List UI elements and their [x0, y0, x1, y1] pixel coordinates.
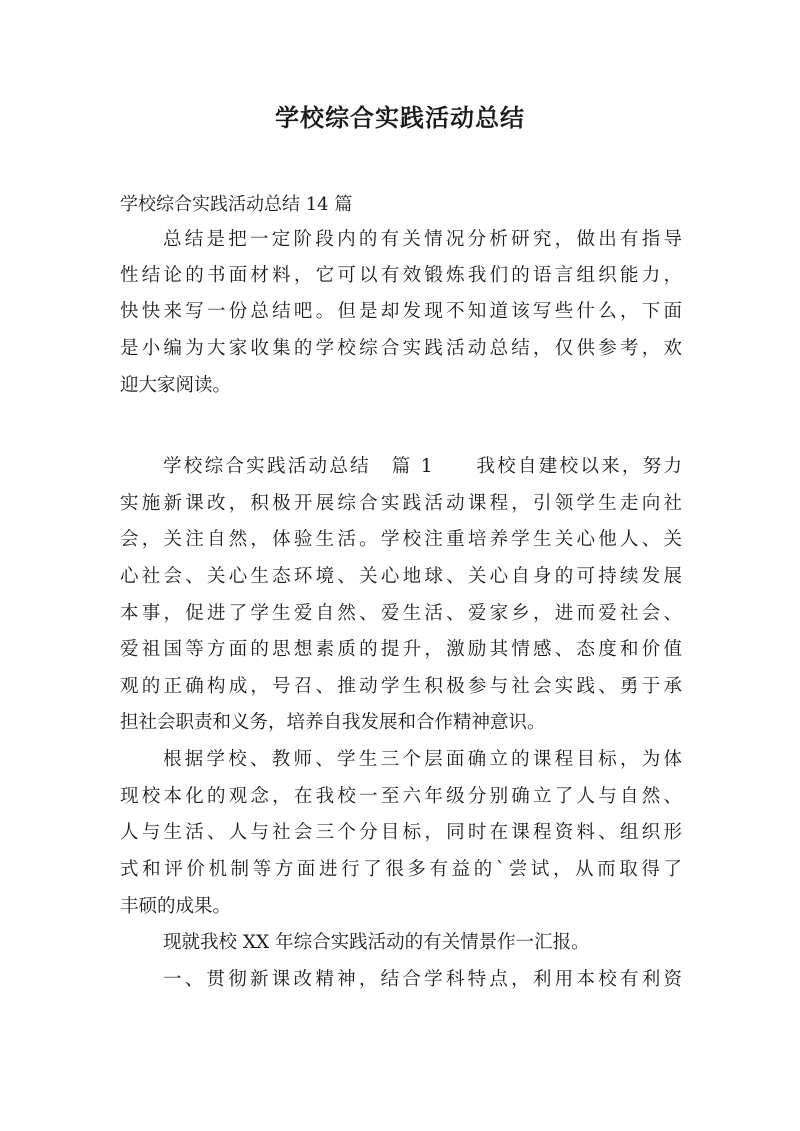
intro-line-4: 是小编为大家收集的学校综合实践活动总结，仅供参考，欢: [120, 338, 682, 359]
section1-para2-line-1: 根据学校、教师、学生三个层面确立的课程目标，为体: [163, 749, 682, 770]
section1-para1-line-8: 担社会职责和义务，培养自我发展和合作精神意识。: [120, 712, 546, 733]
section1-para1-line-2: 实施新课改，积极开展综合实践活动课程，引领学生走向社: [120, 493, 682, 514]
section1-para2-line-4: 式和评价机制等方面进行了很多有益的`尝试，从而取得了: [120, 859, 682, 880]
document-subtitle: 学校综合实践活动总结 14 篇: [120, 194, 353, 215]
section1-para1-line-3: 会，关注自然，体验生活。学校注重培养学生关心他人、关: [120, 529, 682, 550]
section1-para2-line-2: 现校本化的观念，在我校一至六年级分别确立了人与自然、: [120, 786, 682, 807]
section1-para1-line-5: 本事，促进了学生爱自然、爱生活、爱家乡，进而爱社会、: [120, 603, 682, 624]
section1-para1-line-1: 学校综合实践活动总结 篇 1 我校自建校以来，努力: [163, 456, 682, 477]
section1-para3-line-1: 现就我校 XX 年综合实践活动的有关情景作一汇报。: [163, 932, 590, 953]
section1-para2-line-5: 丰硕的成果。: [120, 896, 232, 917]
section1-para4-line-1: 一、贯彻新课改精神，结合学科特点，利用本校有利资: [163, 969, 682, 990]
intro-line-3: 快快来写一份总结吧。但是却发现不知道该写些什么，下面: [120, 301, 682, 322]
intro-line-1: 总结是把一定阶段内的有关情况分析研究，做出有指导: [163, 229, 682, 250]
intro-line-5: 迎大家阅读。: [120, 375, 232, 396]
section1-para1-line-4: 心社会、关心生态环境、关心地球、关心自身的可持续发展: [120, 566, 682, 587]
intro-line-2: 性结论的书面材料，它可以有效锻炼我们的语言组织能力，: [120, 265, 682, 286]
section1-para2-line-3: 人与生活、人与社会三个分目标，同时在课程资料、组织形: [120, 822, 682, 843]
document-title: 学校综合实践活动总结: [275, 104, 525, 132]
section1-para1-line-7: 观的正确构成，号召、推动学生积极参与社会实践、勇于承: [120, 676, 682, 697]
section1-para1-line-6: 爱祖国等方面的思想素质的提升，激励其情感、态度和价值: [120, 639, 682, 660]
